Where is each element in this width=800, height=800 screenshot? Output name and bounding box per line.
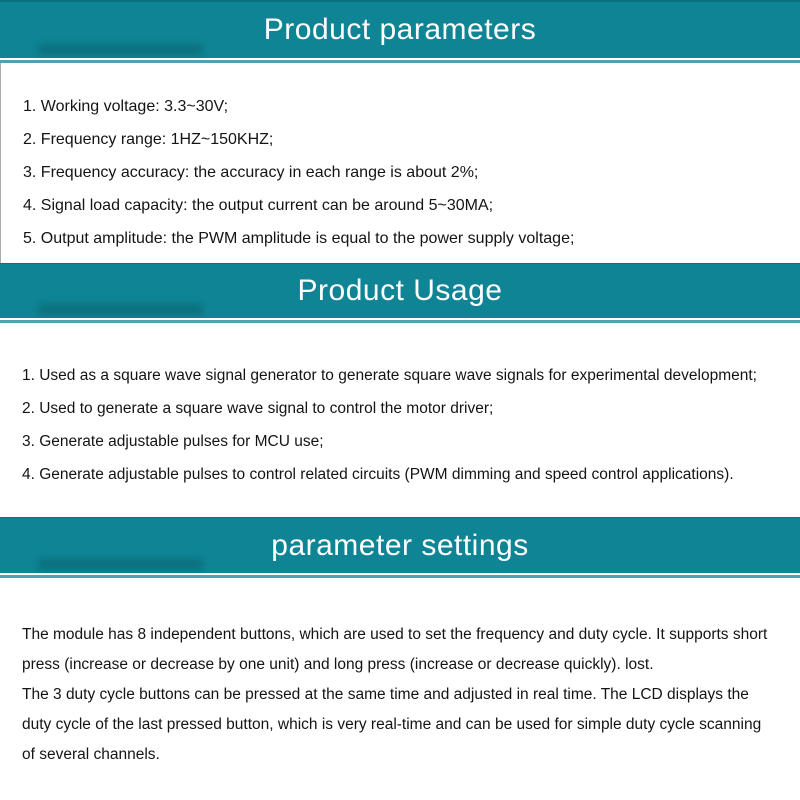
usage-item: 2. Used to generate a square wave signal to control the motor driver; [22, 400, 494, 417]
section-header-settings [0, 517, 800, 578]
parameters-title: Product parameters [263, 13, 537, 46]
watermark-smudge [38, 559, 203, 570]
parameters-item: 2. Frequency range: 1HZ~150KHZ; [23, 131, 274, 148]
settings-title: parameter settings [271, 528, 529, 562]
parameters-item: 1. Working voltage: 3.3~30V; [23, 98, 229, 115]
usage-title: Product Usage [297, 274, 503, 307]
section-header-usage [0, 263, 800, 323]
settings-paragraph-line: The 3 duty cycle buttons can be pressed at the same time and adjusted in real time. The LCD displays the [22, 686, 749, 703]
settings-paragraph [0, 578, 800, 800]
parameters-item: 3. Frequency accuracy: the accuracy in each range is about 2%; [23, 164, 479, 181]
settings-paragraph-line: press (increase or decrease by one unit) and long press (increase or decrease quickly). lost. [22, 656, 654, 673]
watermark-smudge [38, 44, 203, 55]
usage-item: 4. Generate adjustable pulses to control related circuits (PWM dimming and speed control applications). [22, 466, 734, 483]
settings-paragraph-line: duty cycle of the last pressed button, which is very real-time and can be used for simple duty cycle scanning [22, 716, 762, 733]
settings-banner [0, 517, 800, 573]
usage-list [0, 323, 800, 517]
settings-paragraph-line: of several channels. [22, 746, 160, 763]
settings-paragraph-line: The module has 8 independent buttons, which are used to set the frequency and duty cycle. It supports short [22, 626, 768, 643]
parameters-list [0, 63, 800, 263]
parameters-item: 5. Output amplitude: the PWM amplitude is equal to the power supply voltage; [23, 230, 575, 247]
parameters-banner [0, 0, 800, 58]
watermark-smudge [38, 304, 203, 315]
parameters-item: 4. Signal load capacity: the output current can be around 5~30MA; [23, 197, 494, 214]
section-header-parameters [0, 0, 800, 63]
usage-item: 3. Generate adjustable pulses for MCU use; [22, 433, 324, 450]
usage-banner [0, 263, 800, 318]
usage-item: 1. Used as a square wave signal generator to generate square wave signals for experimental development; [22, 367, 757, 384]
